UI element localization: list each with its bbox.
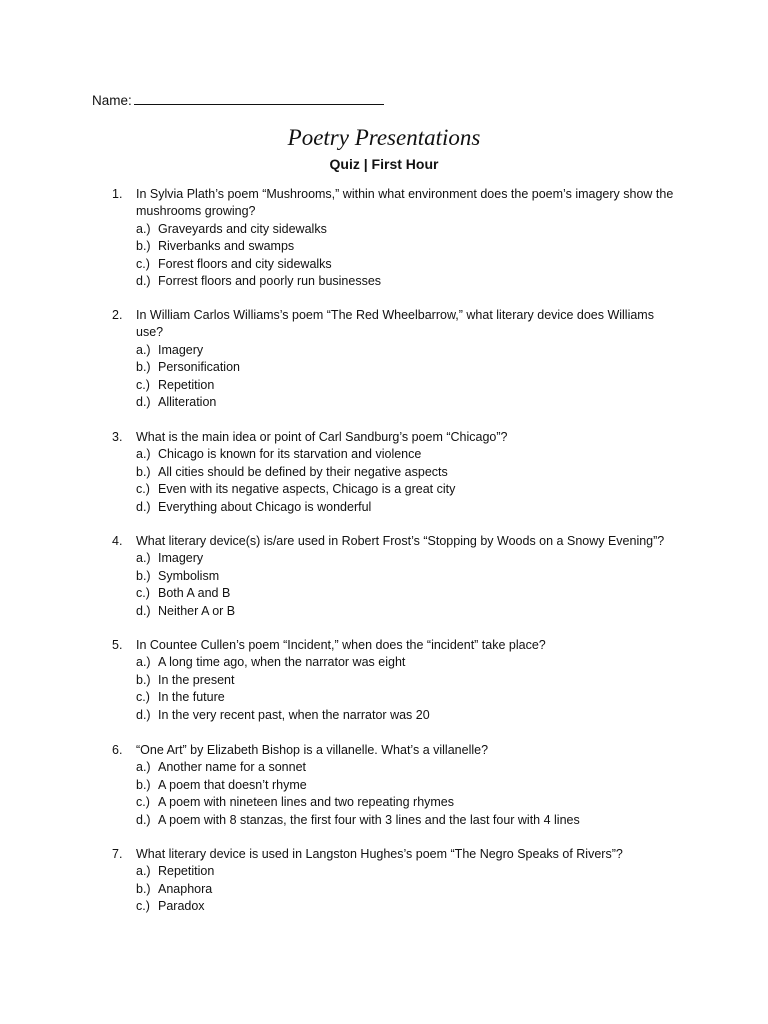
question-text: “One Art” by Elizabeth Bishop is a villanelle. What’s a villanelle? [136, 743, 489, 757]
answer-choice [112, 446, 682, 463]
question-text: In Sylvia Plath’s poem “Mushrooms,” within what environment does the poem’s imagery show the mushrooms growing? [136, 187, 674, 219]
choice-text: In the future [158, 690, 225, 705]
question-number: 2. [112, 308, 123, 322]
choice-text: A poem with 8 stanzas, the first four with 3 lines and the last four with 4 lines [158, 812, 580, 827]
answer-choice [112, 603, 682, 620]
choice-text: Imagery [158, 551, 204, 566]
choice-letter: b.) [136, 777, 151, 792]
question-1-prompt [112, 186, 682, 221]
answer-choices [112, 221, 682, 291]
choice-letter: a.) [136, 864, 151, 879]
answer-choice [112, 481, 682, 498]
choice-text: Personification [158, 360, 240, 375]
choice-letter: d.) [136, 812, 151, 827]
question-text: In William Carlos Williams’s poem “The Red Wheelbarrow,” what literary device does Williams use? [136, 308, 654, 340]
answer-choices [112, 550, 682, 620]
answer-choice [112, 654, 682, 671]
answer-choices [112, 759, 682, 829]
question-7 [112, 846, 682, 916]
choice-text: Both A and B [158, 586, 231, 601]
question-text: What is the main idea or point of Carl Sandburg’s poem “Chicago”? [136, 430, 508, 444]
choice-letter: d.) [136, 274, 151, 289]
choice-text: A poem with nineteen lines and two repeating rhymes [158, 795, 455, 810]
choice-text: Alliteration [158, 395, 217, 410]
name-field [92, 92, 384, 110]
answer-choices [112, 863, 682, 915]
answer-choice [112, 794, 682, 811]
answer-choices [112, 342, 682, 412]
choice-text: Graveyards and city sidewalks [158, 221, 327, 236]
question-number: 4. [112, 534, 123, 548]
page-subtitle: Quiz | First Hour [329, 156, 439, 172]
choice-letter: c.) [136, 482, 150, 497]
answer-choice [112, 881, 682, 898]
question-number: 5. [112, 638, 123, 652]
choice-letter: c.) [136, 377, 150, 392]
choice-letter: a.) [136, 551, 151, 566]
answer-choice [112, 359, 682, 376]
choice-letter: d.) [136, 603, 151, 618]
choice-letter: a.) [136, 342, 151, 357]
choice-letter: b.) [136, 672, 151, 687]
page-title: Poetry Presentations [287, 125, 481, 150]
answer-choice [112, 377, 682, 394]
choice-letter: d.) [136, 395, 151, 410]
question-2-prompt [112, 307, 682, 342]
question-3 [112, 429, 682, 516]
choice-letter: c.) [136, 586, 150, 601]
name-label: Name: [92, 93, 132, 108]
choice-letter: b.) [136, 881, 151, 896]
choice-text: Paradox [158, 899, 205, 914]
question-1 [112, 186, 682, 290]
choice-text: A poem that doesn’t rhyme [158, 777, 307, 792]
choice-text: Imagery [158, 342, 204, 357]
question-2 [112, 307, 682, 411]
question-number: 6. [112, 743, 123, 757]
choice-letter: b.) [136, 464, 151, 479]
answer-choice [112, 898, 682, 915]
question-text: What literary device is used in Langston Hughes’s poem “The Negro Speaks of Rivers”? [136, 847, 623, 861]
choice-text: Forest floors and city sidewalks [158, 256, 332, 271]
answer-choice [112, 759, 682, 776]
answer-choice [112, 707, 682, 724]
choice-text: Repetition [158, 377, 215, 392]
choice-letter: d.) [136, 707, 151, 722]
answer-choices [112, 446, 682, 516]
question-5-prompt [112, 637, 682, 654]
choice-text: Anaphora [158, 881, 213, 896]
answer-choice [112, 689, 682, 706]
choice-letter: a.) [136, 221, 151, 236]
question-number: 1. [112, 187, 123, 201]
answer-choice [112, 273, 682, 290]
answer-choice [112, 464, 682, 481]
choice-letter: c.) [136, 899, 150, 914]
choice-letter: b.) [136, 239, 151, 254]
choice-letter: b.) [136, 568, 151, 583]
answer-choice [112, 863, 682, 880]
answer-choice [112, 777, 682, 794]
choice-text: Neither A or B [158, 603, 236, 618]
question-number: 7. [112, 847, 123, 861]
answer-choice [112, 499, 682, 516]
choice-text: Repetition [158, 864, 215, 879]
answer-choice [112, 221, 682, 238]
question-text: In Countee Cullen’s poem “Incident,” when does the “incident” take place? [136, 638, 546, 652]
choice-text: Everything about Chicago is wonderful [158, 499, 372, 514]
question-text: What literary device(s) is/are used in Robert Frost’s “Stopping by Woods on a Snowy Evening”? [136, 534, 665, 548]
choice-letter: c.) [136, 690, 150, 705]
answer-choice [112, 394, 682, 411]
choice-text: Even with its negative aspects, Chicago is a great city [158, 482, 456, 497]
answer-choice [112, 256, 682, 273]
question-4-prompt [112, 533, 682, 550]
choice-letter: c.) [136, 795, 150, 810]
choice-letter: d.) [136, 499, 151, 514]
choice-text: Riverbanks and swamps [158, 239, 295, 254]
answer-choice [112, 585, 682, 602]
answer-choice [112, 238, 682, 255]
answer-choice [112, 568, 682, 585]
answer-choices [112, 654, 682, 724]
choice-letter: c.) [136, 256, 150, 271]
answer-choice [112, 342, 682, 359]
question-6-prompt [112, 742, 682, 759]
choice-text: A long time ago, when the narrator was eight [158, 655, 406, 670]
answer-choice [112, 550, 682, 567]
answer-choice [112, 812, 682, 829]
choice-text: Another name for a sonnet [158, 760, 307, 775]
choice-text: In the very recent past, when the narrator was 20 [158, 707, 430, 722]
choice-text: Chicago is known for its starvation and violence [158, 447, 422, 462]
choice-letter: a.) [136, 447, 151, 462]
choice-text: In the present [158, 672, 235, 687]
choice-letter: a.) [136, 760, 151, 775]
choice-text: All cities should be defined by their negative aspects [158, 464, 448, 479]
choice-letter: b.) [136, 360, 151, 375]
choice-text: Forrest floors and poorly run businesses [158, 274, 382, 289]
answer-choice [112, 672, 682, 689]
question-6 [112, 742, 682, 829]
name-blank-line [134, 92, 384, 105]
question-7-prompt [112, 846, 682, 863]
question-4 [112, 533, 682, 620]
question-3-prompt [112, 429, 682, 446]
choice-letter: a.) [136, 655, 151, 670]
question-5 [112, 637, 682, 724]
question-number: 3. [112, 430, 123, 444]
choice-text: Symbolism [158, 568, 220, 583]
